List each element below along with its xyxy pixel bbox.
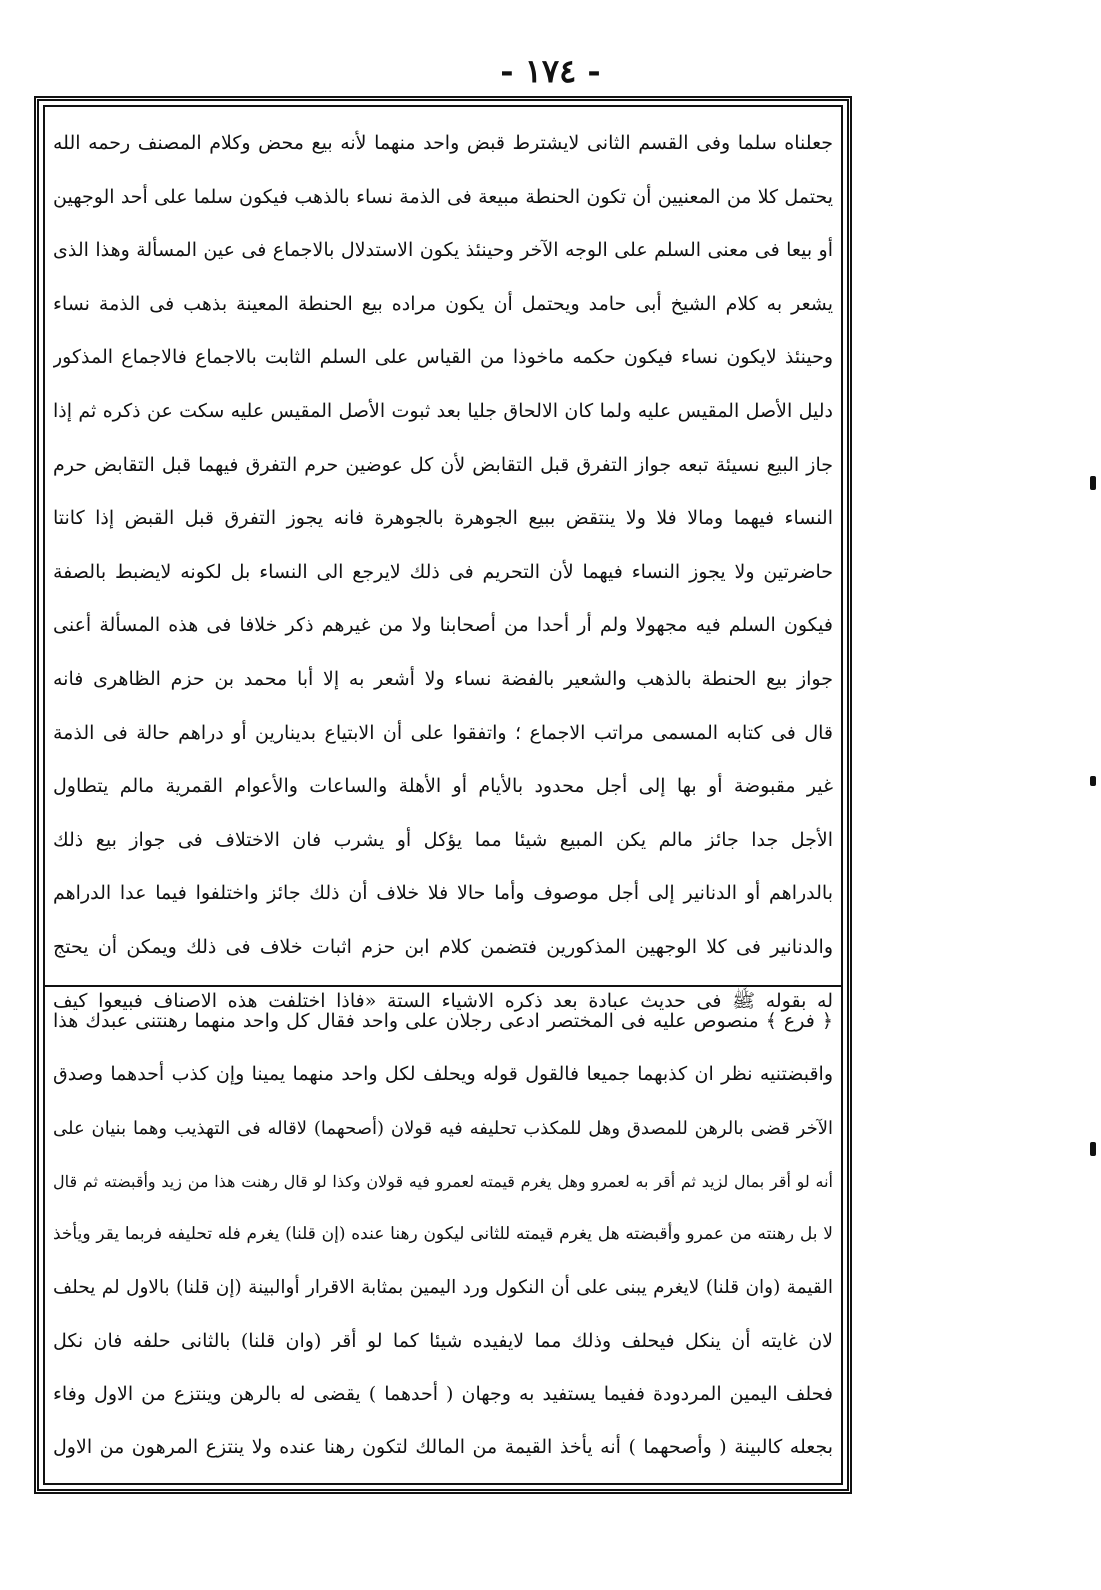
- text-line: فيكون السلم فيه مجهولا ولم أر أحدا من أصحابنا ولا من غيرهم ذكر خلافا فى هذه المسألة أعنى: [53, 614, 833, 637]
- text-line: فحلف اليمين المردودة ففيما يستفيد به وجهان ( أحدهما ) يقضى له بالرهن وينتزع من الاول وفاء: [53, 1383, 833, 1406]
- section-divider: [45, 985, 841, 987]
- text-line: بالدراهم أو الدنانير إلى أجل موصوف وأما حالا فلا خلاف أن ذلك جائز واختلفوا فيما عدا الدراهم: [53, 882, 833, 905]
- text-line: قال فى كتابه المسمى مراتب الاجماع ؛ واتفقوا على أن الابتياع بدينارين أو دراهم حالة فى الذمة: [53, 721, 833, 744]
- page-number: - ١٧٤ -: [500, 52, 601, 90]
- text-line: يشعر به كلام الشيخ أبى حامد ويحتمل أن يكون مراده بيع الحنطة المعينة بذهب فى الذمة نساء: [53, 292, 833, 315]
- text-line: لا بل رهنته من عمرو وأقبضته هل يغرم قيمته للثانى ليكون رهنا عنده (إن قلنا) يغرم فله تحليفه فربما يقر ويأخذ: [53, 1224, 833, 1245]
- text-line: لان غايته أن ينكل فيحلف وذلك مما لايفيده شيئا كما لو أقر (وان قلنا) بالثانى حلفه فان نكل: [53, 1329, 833, 1352]
- text-line: بجعله كالبينة ( وأصحهما ) أنه يأخذ القيمة من المالك لتكون رهنا عنده ولا ينتزع المرهون من الاول: [53, 1436, 833, 1459]
- text-line: ﴿ فرع ﴾ منصوص عليه فى المختصر ادعى رجلان على واحد فقال كل واحد منهما رهنتنى عبدك هذا: [53, 1010, 833, 1032]
- text-line: الآخر قضى بالرهن للمصدق وهل للمكذب تحليفه فيه قولان (أصحهما) لاقاله فى التهذيب وهما بنيان على: [53, 1117, 833, 1139]
- text-line: حاضرتين ولا يجوز النساء فيهما لأن التحريم فى ذلك لايرجع الى النساء بل لكونه لايضبط بالصفة: [53, 560, 833, 583]
- text-line: له بقوله ﷺ فى حديث عبادة بعد ذكره الاشياء الستة «فاذا اختلفت هذه الاصناف فبيعوا كيف: [53, 989, 833, 1012]
- text-line: يحتمل كلا من المعنيين أن تكون الحنطة مبيعة فى الذمة نساء بالذهب فيكون سلما على أحد الوجهين: [53, 185, 833, 208]
- commentary-section: [53, 995, 833, 1475]
- margin-speck: [1090, 776, 1096, 786]
- text-line: دليل الأصل المقيس عليه ولما كان الالحاق جليا بعد ثبوت الأصل المقيس عليه سكت عن ذكره ثم إذا: [53, 399, 833, 422]
- text-line: وحينئذ لايكون نساء فيكون حكمه ماخوذا من القياس على السلم الثابت بالاجماع فالاجماع المذكور: [53, 346, 833, 369]
- text-line: النساء فيهما ومالا فلا ولا ينتقض ببيع الجوهرة بالجوهرة فانه يجوز التفرق قبل القبض إذا كانتا: [53, 507, 833, 530]
- main-text-section: [53, 117, 833, 1012]
- page-frame: [34, 96, 852, 1494]
- text-line: القيمة (وان قلنا) لايغرم يبنى على أن النكول ورد اليمين بمثابة الاقرار أوالبينة (إن قلنا) بالاول لم يحلف: [53, 1277, 833, 1299]
- text-line: جواز بيع الحنطة بالذهب والشعير بالفضة نساء ولا أشعر به إلا أبا محمد بن حزم الظاهرى فانه: [53, 667, 833, 690]
- text-line: أو بيعا فى معنى السلم على الوجه الآخر وحينئذ يكون الاستدلال بالاجماع فى عين المسألة وهذا الذى: [53, 239, 833, 262]
- text-line: أنه لو أقر بمال لزيد ثم أقر به لعمرو وهل يغرم قيمته لعمرو فيه قولان وكذا لو قال رهنت هذا من زيد وأقبضته ثم قال: [53, 1171, 833, 1191]
- margin-speck: [1090, 476, 1096, 490]
- text-line: الأجل جدا جائز مالم يكن المبيع شيئا مما يؤكل أو يشرب فان الاختلاف فى جواز بيع ذلك: [53, 828, 833, 851]
- margin-speck: [1090, 1142, 1096, 1156]
- text-line: والدنانير فى كلا الوجهين المذكورين فتضمن كلام ابن حزم اثبات خلاف فى ذلك ويمكن أن يحتج: [53, 935, 833, 958]
- text-line: جعلناه سلما وفى القسم الثانى لايشترط قبض واحد منهما لأنه بيع محض وكلام المصنف رحمه الله: [53, 132, 833, 154]
- text-line: غير مقبوضة أو بها إلى أجل محدود بالأيام أو الأهلة والساعات والأعوام القمرية مالم يتطاول: [53, 775, 833, 798]
- text-line: واقبضتنيه نظر ان كذبهما جميعا فالقول قوله ويحلف لكل واحد منهما يمينا وإن كذب أحدهما وصدق: [53, 1063, 833, 1086]
- text-line: جاز البيع نسيئة تبعه جواز التفرق قبل التقابض لأن كل عوضين حرم التفرق فيهما قبل التقابض حرم: [53, 453, 833, 476]
